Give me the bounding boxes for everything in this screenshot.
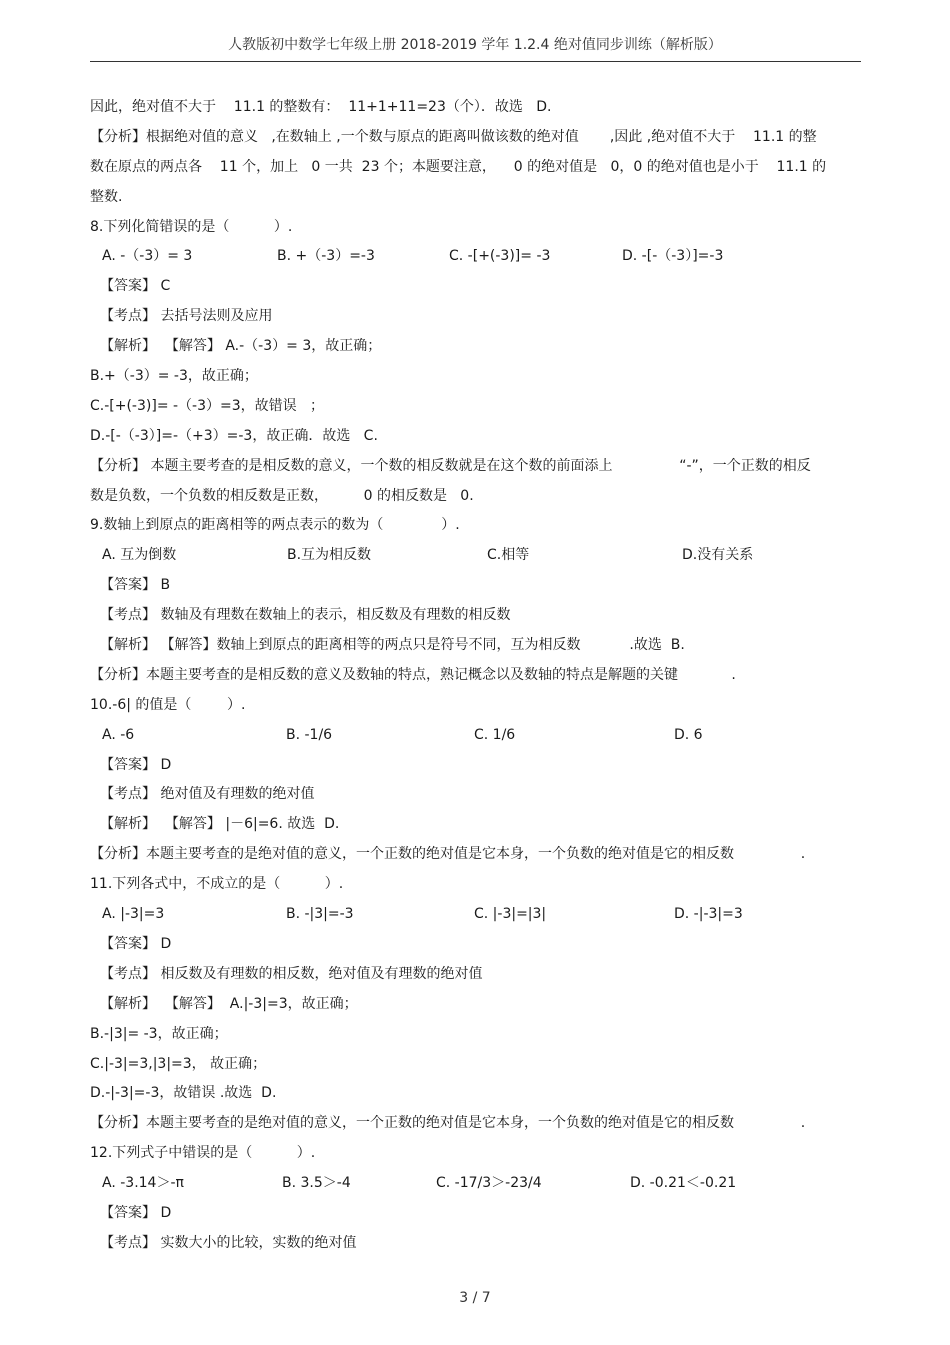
q10-fenxi: 【分析】本题主要考查的是绝对值的意义，一个正数的绝对值是它本身，一个负数的绝对值是它的相反数 . (90, 846, 806, 863)
option-b: B. -|3|=-3 (286, 906, 354, 923)
option-a: A. 互为倒数 (102, 547, 177, 564)
q9-kaodian: 【考点】 数轴及有理数在数轴上的表示，相反数及有理数的相反数 (100, 607, 511, 624)
question-11: 11.下列各式中，不成立的是（ ）. (90, 876, 344, 893)
option-b: B.互为相反数 (287, 547, 372, 564)
question-8: 8.下列化简错误的是（ ）. (90, 218, 293, 235)
option-a: A. -3.14＞-π (102, 1175, 184, 1192)
q8-jiexi: 【解析】 【解答】 A.-（-3）= 3，故正确； (100, 338, 382, 355)
option-c: C.相等 (487, 547, 530, 564)
q11-jiexi: B.-|3|= -3，故正确； (90, 1025, 228, 1042)
page-header: 人教版初中数学七年级上册 2018-2019 学年 1.2.4 绝对值同步训练（解析版） (228, 37, 722, 53)
option-a: A. -6 (102, 726, 135, 743)
q11-jiexi: 【解析】 【解答】 A.|-3|=3，故正确； (100, 995, 358, 1012)
q8-answer: 【答案】 C (100, 278, 171, 295)
document-body (90, 93, 870, 1259)
option-d: D.没有关系 (682, 547, 754, 564)
q11-options (90, 900, 870, 930)
option-a: A. -（-3）= 3 (102, 248, 193, 265)
q9-jiexi: 【解析】 【解答】数轴上到原点的距离相等的两点只是符号不同，互为相反数 .故选 B. (100, 637, 685, 654)
text-line: 数在原点的两点各 11 个，加上 0 一共 23 个；本题要注意， 0 的绝对值是 0，0 的绝对值也是小于 11.1 的 (90, 158, 827, 175)
q9-options (90, 541, 870, 571)
option-d: D. -[-（-3）]=-3 (622, 248, 724, 265)
option-b: B. +（-3）=-3 (277, 248, 375, 265)
q11-answer: 【答案】 D (100, 935, 172, 952)
q10-jiexi: 【解析】 【解答】 |－6|=6. 故选 D. (100, 816, 340, 833)
option-d: D. -0.21＜-0.21 (630, 1175, 737, 1192)
q8-fenxi: 【分析】 本题主要考查的是相反数的意义，一个数的相反数就是在这个数的前面添上 “-”，一个正数的相反 (90, 457, 811, 474)
q8-jiexi: C.-[+(-3)]= -（-3）=3，故错误 ； (90, 397, 324, 414)
option-d: D. -|-3|=3 (674, 906, 743, 923)
q8-options (90, 242, 870, 272)
page-number: 3 / 7 (459, 1290, 491, 1306)
q11-fenxi: 【分析】本题主要考查的是绝对值的意义，一个正数的绝对值是它本身，一个负数的绝对值是它的相反数 . (90, 1115, 806, 1132)
header-divider (90, 61, 861, 62)
text-line: 整数. (90, 188, 123, 205)
question-10: 10.-6| 的值是（ ）. (90, 696, 246, 713)
q12-options (90, 1169, 870, 1199)
q9-answer: 【答案】 B (100, 577, 171, 594)
q10-options (90, 721, 870, 751)
q9-fenxi: 【分析】本题主要考查的是相反数的意义及数轴的特点，熟记概念以及数轴的特点是解题的关键 . (90, 666, 736, 683)
q10-kaodian: 【考点】 绝对值及有理数的绝对值 (100, 786, 315, 803)
text-line: 因此，绝对值不大于 11.1 的整数有： 11+1+11=23（个）．故选 D. (90, 99, 552, 115)
question-12: 12.下列式子中错误的是（ ）. (90, 1145, 316, 1162)
option-c: C. -17/3＞-23/4 (436, 1175, 542, 1192)
q12-answer: 【答案】 D (100, 1204, 172, 1221)
option-a: A. |-3|=3 (102, 906, 165, 923)
q8-fenxi: 数是负数，一个负数的相反数是正数， 0 的相反数是 0. (90, 487, 474, 504)
question-9: 9.数轴上到原点的距离相等的两点表示的数为（ ）. (90, 517, 460, 534)
q10-answer: 【答案】 D (100, 756, 172, 773)
q11-jiexi: C.|-3|=3,|3|=3， 故正确； (90, 1055, 267, 1072)
option-c: C. 1/6 (474, 726, 516, 743)
option-b: B. -1/6 (286, 726, 333, 743)
q8-jiexi: D.-[-（-3）]=-（+3）=-3，故正确．故选 C. (90, 427, 378, 444)
text-line: 【分析】根据绝对值的意义 ,在数轴上 ,一个数与原点的距离叫做该数的绝对值 ,因此 ,绝对值不大于 11.1 的整 (90, 128, 817, 145)
q8-kaodian: 【考点】 去括号法则及应用 (100, 308, 273, 325)
option-c: C. |-3|=|3| (474, 906, 547, 923)
q12-kaodian: 【考点】 实数大小的比较，实数的绝对值 (100, 1234, 357, 1251)
q11-kaodian: 【考点】 相反数及有理数的相反数，绝对值及有理数的绝对值 (100, 965, 483, 982)
option-d: D. 6 (674, 726, 703, 743)
option-c: C. -[+(-3)]= -3 (449, 248, 551, 265)
q11-jiexi: D.-|-3|=-3，故错误 .故选 D. (90, 1085, 277, 1102)
q8-jiexi: B.+（-3）= -3，故正确； (90, 368, 258, 385)
option-b: B. 3.5＞-4 (282, 1175, 351, 1192)
